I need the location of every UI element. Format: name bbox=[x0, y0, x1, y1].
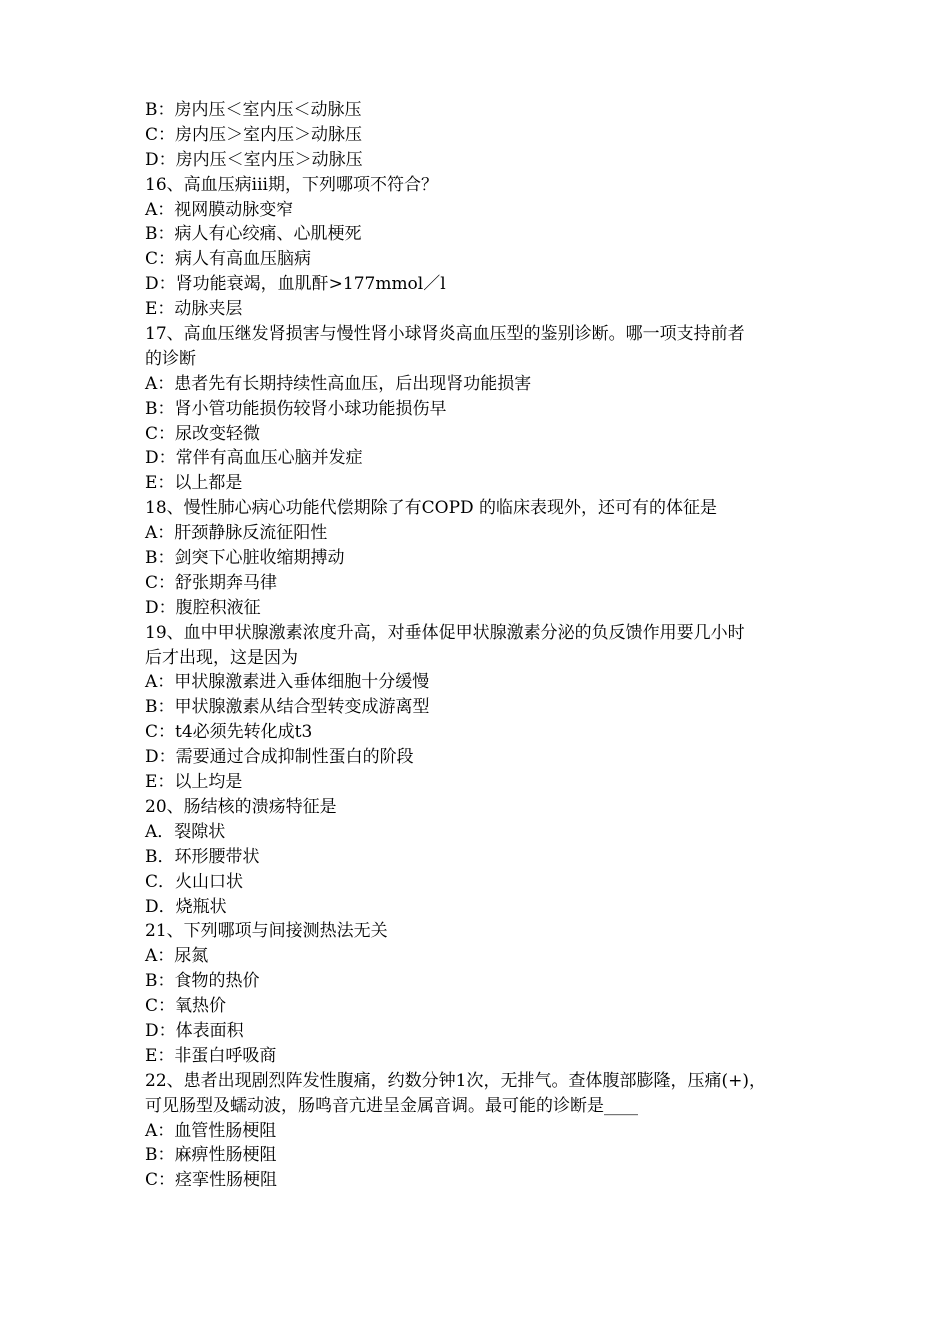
text-line: D：腹腔积液征 bbox=[145, 597, 261, 618]
text-line: A：血管性肠梗阻 bbox=[145, 1120, 277, 1141]
text-line: C：病人有高血压脑病 bbox=[145, 249, 312, 270]
text-line: C：t4必须先转化成t3 bbox=[145, 722, 313, 743]
text-line: D．烧瓶状 bbox=[145, 896, 227, 917]
text-line: B．环形腰带状 bbox=[145, 846, 260, 867]
text-line: C．火山口状 bbox=[145, 871, 244, 892]
text-line: D：常伴有高血压心脑并发症 bbox=[145, 448, 363, 469]
text-line: E：动脉夹层 bbox=[145, 299, 243, 320]
text-line: 20、肠结核的溃疡特征是 bbox=[145, 796, 337, 817]
text-line: E：以上都是 bbox=[145, 473, 243, 494]
text-line: D：体表面积 bbox=[145, 1020, 244, 1041]
text-line: D：需要通过合成抑制性蛋白的阶段 bbox=[145, 747, 414, 768]
text-line: 22、患者出现剧烈阵发性腹痛，约数分钟1次，无排气。查体腹部膨隆，压痛(+)， bbox=[145, 1070, 766, 1091]
text-line: E：以上均是 bbox=[145, 772, 243, 793]
text-line: A：视网膜动脉变窄 bbox=[145, 199, 294, 220]
text-line: C：舒张期奔马律 bbox=[145, 572, 278, 593]
text-line: B：剑突下心脏收缩期搏动 bbox=[145, 548, 345, 569]
document-body bbox=[145, 98, 810, 1193]
text-line: C：痉挛性肠梗阻 bbox=[145, 1170, 278, 1191]
text-line: D：房内压＜室内压＞动脉压 bbox=[145, 149, 363, 170]
text-line: C：房内压＞室内压＞动脉压 bbox=[145, 124, 363, 145]
text-line: D：肾功能衰竭，血肌酐>177mmol／l bbox=[145, 274, 446, 295]
text-line: 21、下列哪项与间接测热法无关 bbox=[145, 921, 388, 942]
text-line: B：甲状腺激素从结合型转变成游离型 bbox=[145, 697, 430, 718]
text-line: B：房内压＜室内压＜动脉压 bbox=[145, 100, 362, 120]
text-line: A：患者先有长期持续性高血压，后出现肾功能损害 bbox=[145, 373, 532, 394]
text-line: E：非蛋白呼吸商 bbox=[145, 1045, 277, 1066]
text-line: 的诊断 bbox=[145, 348, 196, 369]
text-line: B：食物的热价 bbox=[145, 971, 260, 992]
text-line: 16、高血压病iii期，下列哪项不符合？ bbox=[145, 174, 438, 195]
text-line: C：尿改变轻微 bbox=[145, 423, 261, 444]
text-line: 19、血中甲状腺激素浓度升高，对垂体促甲状腺激素分泌的负反馈作用要几小时 bbox=[145, 622, 745, 643]
text-line: B：病人有心绞痛、心肌梗死 bbox=[145, 224, 362, 245]
text-line: A：尿氮 bbox=[145, 946, 209, 967]
text-line: A：肝颈静脉反流征阳性 bbox=[145, 523, 328, 544]
text-line: B：麻痹性肠梗阻 bbox=[145, 1145, 277, 1166]
text-line: A：甲状腺激素进入垂体细胞十分缓慢 bbox=[145, 672, 430, 693]
text-line: B：肾小管功能损伤较肾小球功能损伤早 bbox=[145, 398, 447, 419]
text-line: 18、慢性肺心病心功能代偿期除了有COPD 的临床表现外，还可有的体征是 bbox=[145, 498, 718, 519]
text-line: 可见肠型及蠕动波，肠鸣音亢进呈金属音调。最可能的诊断是____ bbox=[145, 1095, 638, 1116]
text-line: 17、高血压继发肾损害与慢性肾小球肾炎高血压型的鉴别诊断。哪一项支持前者 bbox=[145, 324, 745, 345]
text-line: 后才出现，这是因为 bbox=[145, 647, 298, 668]
text-line: A．裂隙状 bbox=[145, 821, 226, 842]
text-line: C：氧热价 bbox=[145, 996, 227, 1017]
